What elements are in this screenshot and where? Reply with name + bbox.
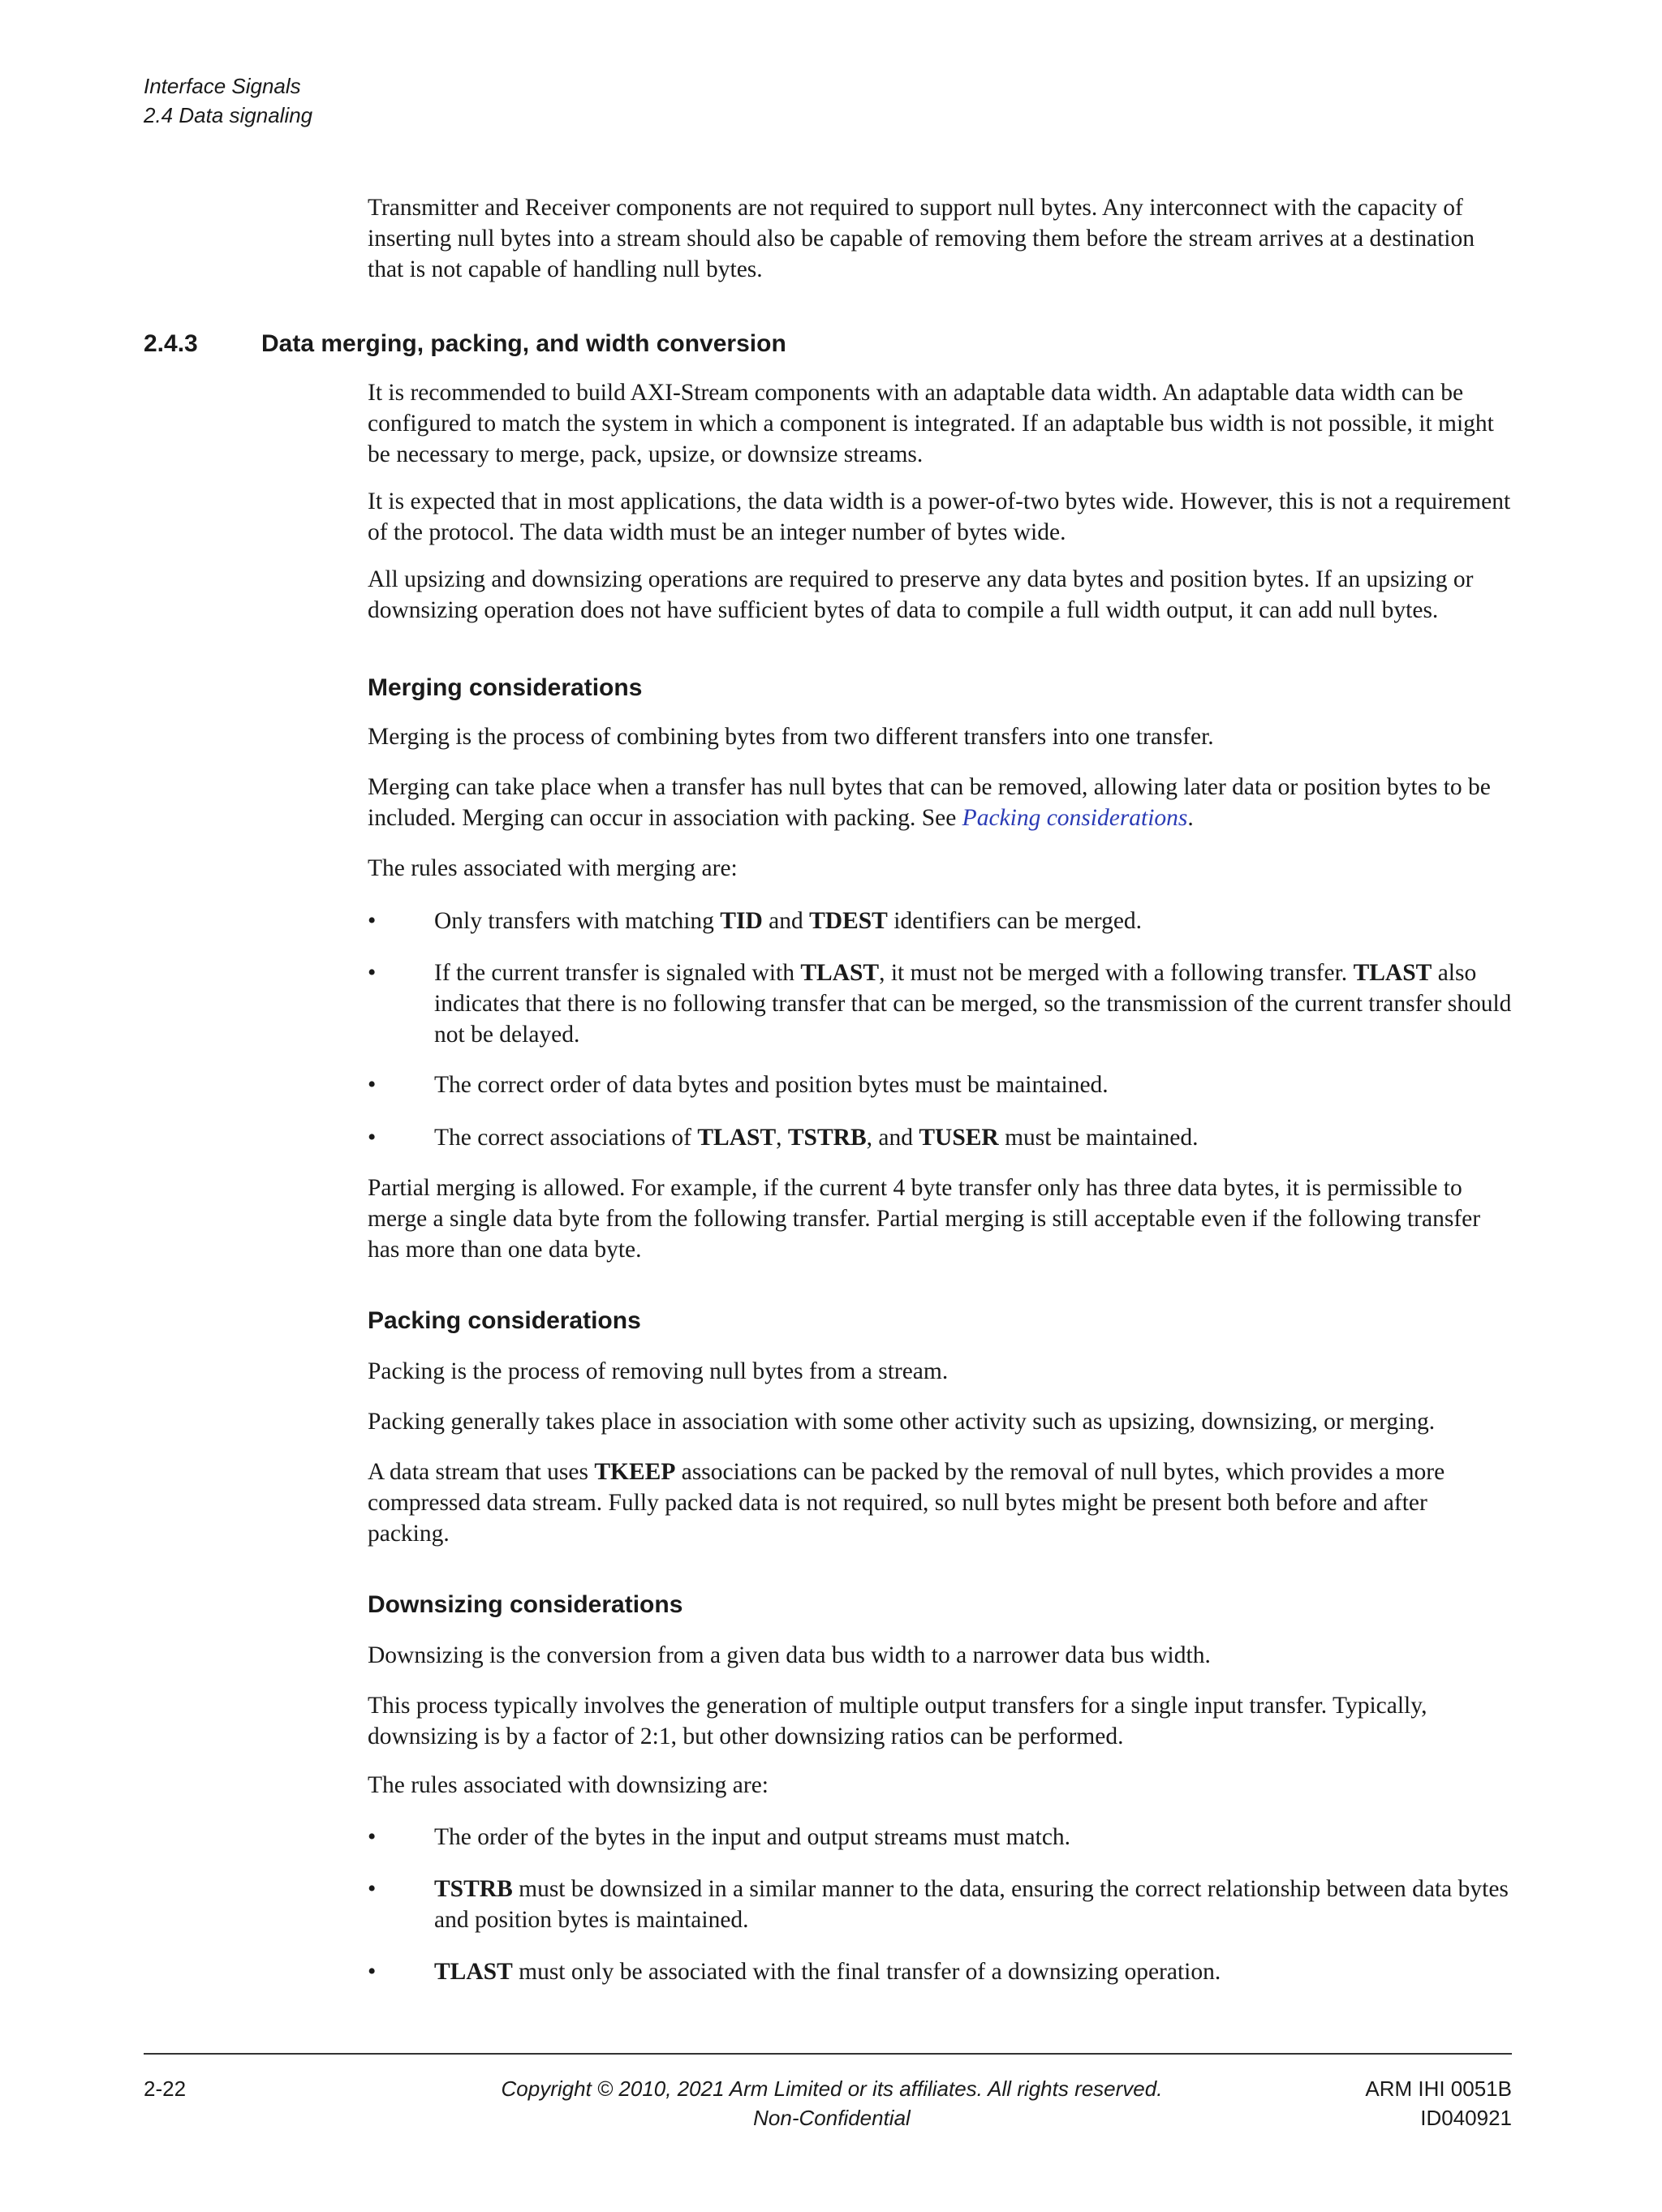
downsizing-heading: Downsizing considerations <box>368 1591 683 1618</box>
section-heading: Data merging, packing, and width conversion <box>261 330 786 357</box>
bullet-icon: • <box>368 1959 377 1985</box>
document-id: ARM IHI 0051B ID040921 <box>1365 2076 1512 2130</box>
downsizing-rule-1: The order of the bytes in the input and output streams must match. <box>434 1824 1071 1850</box>
section-paragraph-3: All upsizing and downsizing operations are required to preserve any data bytes and position bytes. If an upsizing or downsizing operation does not have sufficient bytes of data to compile a full width output, it can add null bytes. <box>368 566 1474 623</box>
merging-rule-3: The correct order of data bytes and position bytes must be maintained. <box>434 1072 1109 1098</box>
merging-rule-1: Only transfers with matching TID and TDEST identifiers can be merged. <box>434 908 1143 934</box>
downsizing-rule-2: TSTRB must be downsized in a similar manner to the data, ensuring the correct relationship between data bytes and position bytes is maintained. <box>434 1876 1509 1933</box>
packing-paragraph-2: Packing generally takes place in association with some other activity such as upsizing, downsizing, or merging. <box>368 1409 1436 1435</box>
section-title: 2.4 Data signaling <box>144 103 313 127</box>
merging-heading: Merging considerations <box>368 674 643 701</box>
packing-heading: Packing considerations <box>368 1307 641 1334</box>
merging-rule-4: The correct associations of TLAST, TSTRB, and TUSER must be maintained. <box>434 1125 1199 1151</box>
downsizing-rules-intro: The rules associated with downsizing are: <box>368 1772 769 1798</box>
partial-merging-paragraph: Partial merging is allowed. For example, if the current 4 byte transfer only has three data bytes, it is permissible to merge a single data byte from the following transfer. Partial merging is still acceptable even if the following transfer has more than one data byte. <box>368 1175 1481 1263</box>
bullet-icon: • <box>368 1876 377 1902</box>
intro-paragraph: Transmitter and Receiver components are not required to support null bytes. Any interconnect with the capacity of inserting null bytes into a stream should also be capable of removing them before the stream arrives at a destination that is not capable of handling null bytes. <box>368 195 1475 282</box>
packing-paragraph-3: A data stream that uses TKEEP associations can be packed by the removal of null bytes, which provides a more compressed data stream. Fully packed data is not required, so null bytes might be present both before and after packing. <box>368 1459 1445 1547</box>
bullet-icon: • <box>368 1824 377 1850</box>
bullet-icon: • <box>368 1125 377 1151</box>
bullet-icon: • <box>368 1072 377 1098</box>
merging-paragraph-2: Merging can take place when a transfer has null bytes that can be removed, allowing later data or position bytes to be included. Merging can occur in association with packing. See Packing considerations. <box>368 774 1491 831</box>
merging-paragraph-1: Merging is the process of combining bytes from two different transfers into one transfer. <box>368 724 1214 750</box>
merging-rule-2: If the current transfer is signaled with TLAST, it must not be merged with a following transfer. TLAST also indicates that there is no following transfer that can be merged, so the transmission of the current transfer should not be delayed. <box>434 960 1512 1048</box>
packing-paragraph-1: Packing is the process of removing null bytes from a stream. <box>368 1358 949 1384</box>
section-paragraph-2: It is expected that in most applications, the data width is a power-of-two bytes wide. However, this is not a requirement of the protocol. The data width must be an integer number of bytes wide. <box>368 488 1511 545</box>
bullet-icon: • <box>368 908 377 934</box>
downsizing-paragraph-2: This process typically involves the generation of multiple output transfers for a single input transfer. Typically, downsizing is by a factor of 2:1, but other downsizing ratios can be performed. <box>368 1693 1427 1749</box>
packing-considerations-link[interactable]: Packing considerations <box>962 805 1188 831</box>
page-number: 2-22 <box>144 2076 187 2101</box>
chapter-title: Interface Signals <box>144 74 301 98</box>
bullet-icon: • <box>368 960 377 986</box>
running-header <box>144 71 312 130</box>
downsizing-paragraph-1: Downsizing is the conversion from a given data bus width to a narrower data bus width. <box>368 1642 1211 1668</box>
copyright-notice: Copyright © 2010, 2021 Arm Limited or its affiliates. All rights reserved. Non-Confidential <box>501 2076 1163 2130</box>
merging-rules-intro: The rules associated with merging are: <box>368 855 738 881</box>
downsizing-rule-3: TLAST must only be associated with the final transfer of a downsizing operation. <box>434 1959 1221 1985</box>
section-paragraph-1: It is recommended to build AXI-Stream components with an adaptable data width. An adaptable data width can be configured to match the system in which a component is integrated. If an adaptable bus width is not possible, it might be necessary to merge, pack, upsize, or downsize streams. <box>368 380 1494 467</box>
footer-divider <box>144 2053 1512 2055</box>
section-number: 2.4.3 <box>144 330 198 357</box>
